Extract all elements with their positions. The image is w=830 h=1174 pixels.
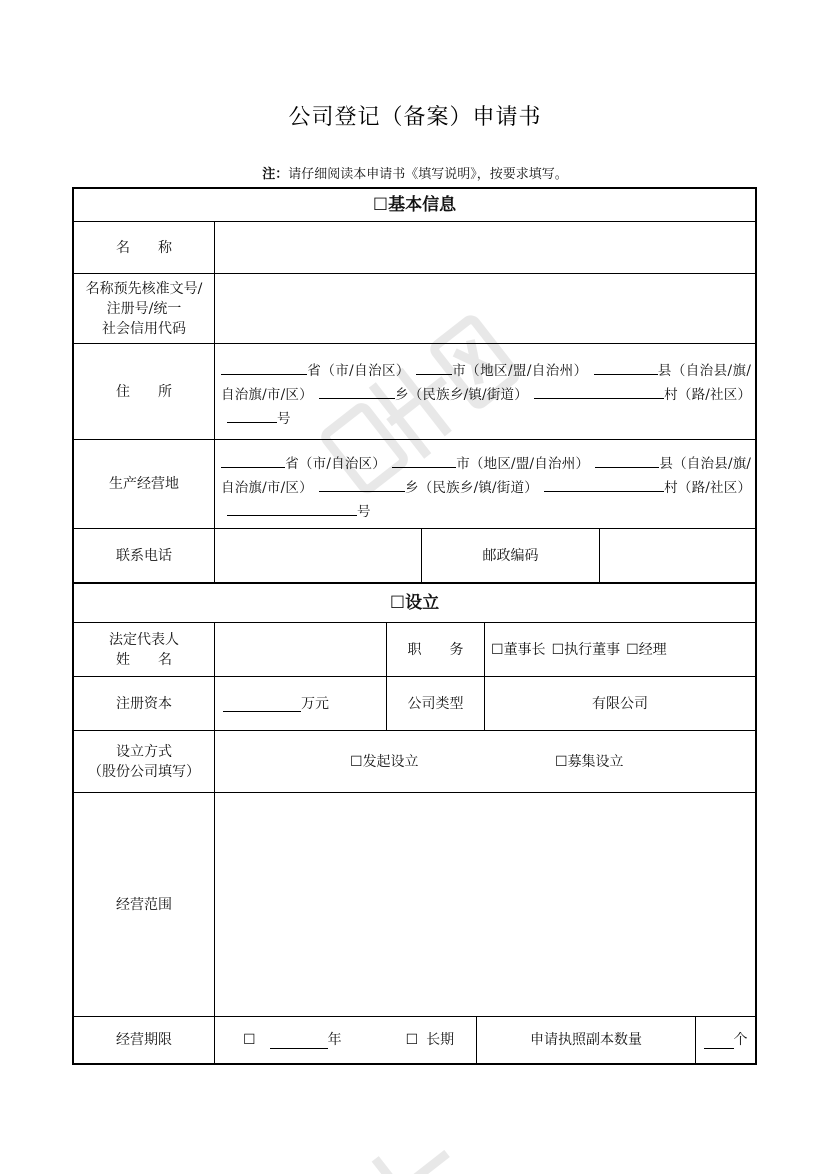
capital-unit: 万元	[301, 695, 329, 712]
term-long-checkbox[interactable]: ☐	[405, 1032, 419, 1048]
label-capital: 注册资本	[116, 695, 172, 712]
initiation-checkbox[interactable]: ☐	[350, 753, 363, 770]
section-basic-title: 基本信息	[388, 195, 457, 215]
note-prefix: 注：	[262, 167, 289, 182]
label-copies: 申请执照副本数量	[530, 1032, 642, 1048]
label-name: 名 称	[116, 239, 172, 256]
label-position: 职 务	[407, 641, 464, 658]
label-setup-method-line2: （股份公司填写）	[88, 763, 200, 780]
credit-code-field[interactable]	[215, 274, 755, 343]
label-credit-code	[74, 274, 214, 343]
business-number: 号	[357, 504, 371, 520]
business-county: 县（自治县/旗/自治旗/市/区）	[221, 456, 751, 496]
name-field[interactable]	[215, 222, 755, 273]
residence-city: 市（地区/盟/自治州）	[451, 363, 588, 379]
term-year-input[interactable]	[270, 1032, 328, 1049]
phone-field[interactable]	[215, 529, 421, 582]
label-legal-rep	[74, 623, 214, 676]
fundraising-option	[555, 731, 675, 792]
label-business-scope: 经营范围	[116, 896, 172, 913]
term-year-label: 年	[327, 1032, 342, 1048]
initiation-label: 发起设立	[362, 753, 419, 770]
postal-field[interactable]	[600, 529, 755, 582]
business-place-address[interactable]	[215, 452, 755, 524]
label-credit-code-line2: 注册号/统一	[106, 300, 182, 317]
business-scope-field[interactable]	[215, 793, 755, 1016]
label-setup-method-line1: 设立方式	[116, 743, 172, 760]
label-residence: 住 所	[116, 383, 172, 400]
exec-director-checkbox[interactable]: ☐	[551, 641, 565, 658]
application-form	[72, 187, 757, 1065]
label-credit-code-line3: 社会信用代码	[102, 320, 186, 337]
residence-village: 村（路/社区）	[663, 387, 751, 403]
label-postal: 邮政编码	[482, 547, 539, 564]
checkbox-icon[interactable]: ☐	[389, 593, 406, 613]
checkbox-icon[interactable]: ☐	[372, 195, 389, 215]
residence-province: 省（市/自治区）	[307, 363, 410, 379]
copies-unit: 个	[733, 1032, 748, 1048]
term-field	[215, 1017, 476, 1063]
initiation-option	[350, 731, 470, 792]
fundraising-label: 募集设立	[567, 753, 624, 770]
fundraising-checkbox[interactable]: ☐	[555, 753, 568, 770]
label-setup-method	[74, 731, 214, 792]
business-village: 村（路/社区）	[663, 480, 751, 496]
note-text: 请仔细阅读本申请书《填写说明》，按要求填写。	[288, 167, 568, 182]
residence-number: 号	[277, 411, 291, 427]
business-city: 市（地区/盟/自治州）	[455, 456, 590, 472]
section-setup-title: 设立	[405, 593, 440, 613]
legal-rep-field[interactable]	[215, 623, 386, 676]
label-legal-rep-line1: 法定代表人	[109, 631, 179, 648]
capital-field[interactable]	[215, 677, 386, 730]
copies-field[interactable]	[696, 1017, 755, 1063]
residence-town: 乡（民族乡/镇/街道）	[394, 387, 528, 403]
business-province: 省（市/自治区）	[285, 456, 386, 472]
manager-label: 经理	[638, 641, 667, 658]
section-setup	[72, 584, 757, 622]
term-long-label: 长期	[426, 1032, 455, 1048]
business-town: 乡（民族乡/镇/街道）	[404, 480, 538, 496]
watermark-stamp-bottom	[300, 1090, 540, 1174]
label-legal-rep-line2: 姓 名	[116, 651, 172, 668]
page-title: 公司登记（备案）申请书	[288, 105, 542, 130]
company-type-value: 有限公司	[592, 695, 648, 712]
fill-note	[0, 163, 830, 182]
label-term: 经营期限	[116, 1032, 172, 1048]
label-business-place: 生产经营地	[109, 476, 179, 492]
chairman-label: 董事长	[503, 641, 546, 658]
label-company-type: 公司类型	[407, 695, 464, 712]
position-options	[485, 623, 755, 676]
term-year-checkbox[interactable]: ☐	[243, 1032, 256, 1048]
chairman-checkbox[interactable]: ☐	[491, 641, 504, 658]
manager-checkbox[interactable]: ☐	[626, 641, 639, 658]
label-credit-code-line1: 名称预先核准文号/	[85, 280, 203, 297]
section-basic-info	[72, 189, 757, 221]
residence-county: 县（自治县/旗/自治旗/市/区）	[221, 363, 751, 403]
exec-director-label: 执行董事	[564, 641, 621, 658]
residence-address[interactable]	[215, 359, 755, 431]
label-phone: 联系电话	[116, 547, 172, 564]
